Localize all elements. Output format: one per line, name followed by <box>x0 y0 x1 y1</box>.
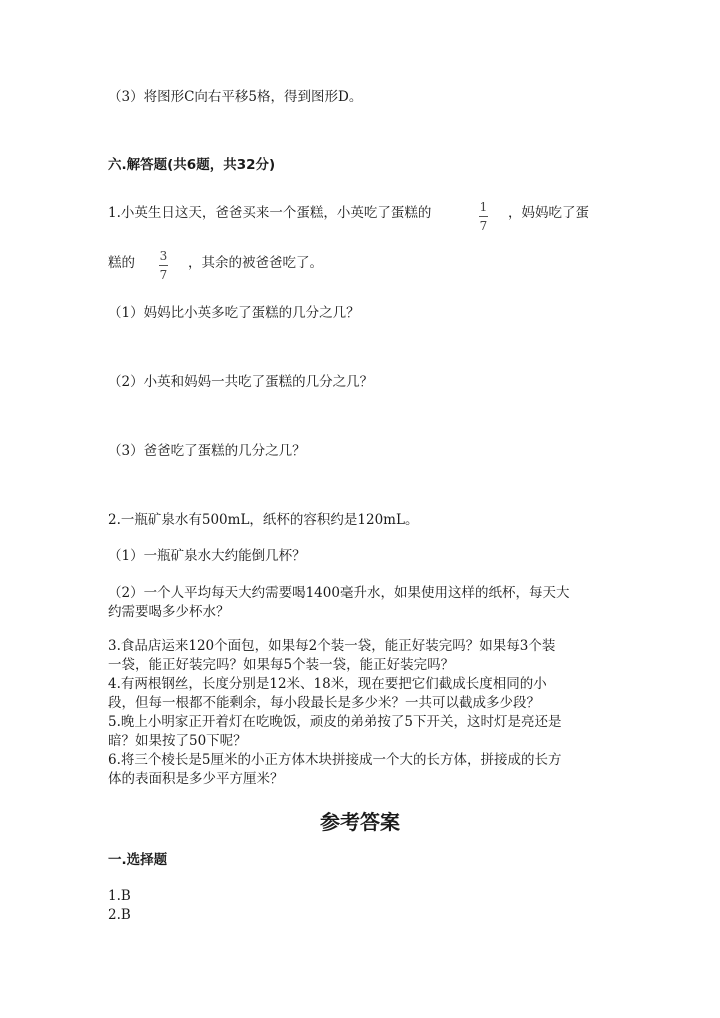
fraction-denominator: 7 <box>479 219 488 233</box>
question-6-line-2: 体的表面积是多少平方厘米？ <box>108 771 284 787</box>
question-1-line-1a: 1.小英生日这天，爸爸买来一个蛋糕，小英吃了蛋糕的 <box>108 205 432 221</box>
question-1-line-2a: 糕的 <box>108 255 135 271</box>
answers-section-1-heading: 一.选择题 <box>108 852 168 868</box>
question-3-line-2: 一袋，能正好装完吗？如果每5个装一袋，能正好装完吗？ <box>108 657 455 673</box>
question-1-line-2b: ，其余的被爸爸吃了。 <box>188 255 323 271</box>
fraction-one-seventh <box>479 200 488 233</box>
question-4-line-2: 段，但每一根都不能剩余，每小段最长是多少米？一共可以截成多少段？ <box>108 695 540 711</box>
question-2-sub-2-line-2: 约需要喝多少杯水？ <box>108 604 230 620</box>
question-2-sub-2-line-1: （2）一个人平均每天大约需要喝1400毫升水，如果使用这样的纸杯，每天大 <box>108 585 570 601</box>
question-6-line-1: 6.将三个棱长是5厘米的小正方体木块拼接成一个大的长方体，拼接成的长方 <box>108 752 562 768</box>
fraction-denominator: 7 <box>159 268 168 282</box>
question-1-sub-2: （2）小英和妈妈一共吃了蛋糕的几分之几？ <box>108 374 374 390</box>
question-1-line-1b: ，妈妈吃了蛋 <box>508 205 589 221</box>
question-1-sub-3: （3）爸爸吃了蛋糕的几分之几？ <box>108 443 306 459</box>
question-3-line-1: 3.食品店运来120个面包，如果每2个装一袋，能正好装完吗？如果每3个装 <box>108 638 556 654</box>
question-5-line-1: 5.晚上小明家正开着灯在吃晚饭，顽皮的弟弟按了5下开关，这时灯是亮还是 <box>108 714 562 730</box>
fraction-three-sevenths <box>159 249 168 282</box>
answer-item: 1.B <box>108 888 131 904</box>
fraction-numerator: 1 <box>479 200 488 214</box>
fraction-bar <box>159 265 168 266</box>
question-4-line-1: 4.有两根钢丝，长度分别是12米、18米，现在要把它们截成长度相同的小 <box>108 676 547 692</box>
fraction-bar <box>479 216 488 217</box>
question-2-sub-1: （1）一瓶矿泉水大约能倒几杯？ <box>108 548 306 564</box>
question-5-part-3: （3）将图形C向右平移5格，得到图形D。 <box>108 89 363 105</box>
question-5-line-2: 暗？如果按了50下呢？ <box>108 733 247 749</box>
answers-title: 参考答案 <box>320 810 400 834</box>
section-6-heading: 六.解答题(共6题，共32分) <box>108 157 276 173</box>
question-2: 2.一瓶矿泉水有500mL，纸杯的容积约是120mL。 <box>108 512 419 528</box>
question-1-sub-1: （1）妈妈比小英多吃了蛋糕的几分之几？ <box>108 305 360 321</box>
fraction-numerator: 3 <box>159 249 168 263</box>
answer-item: 2.B <box>108 907 131 923</box>
